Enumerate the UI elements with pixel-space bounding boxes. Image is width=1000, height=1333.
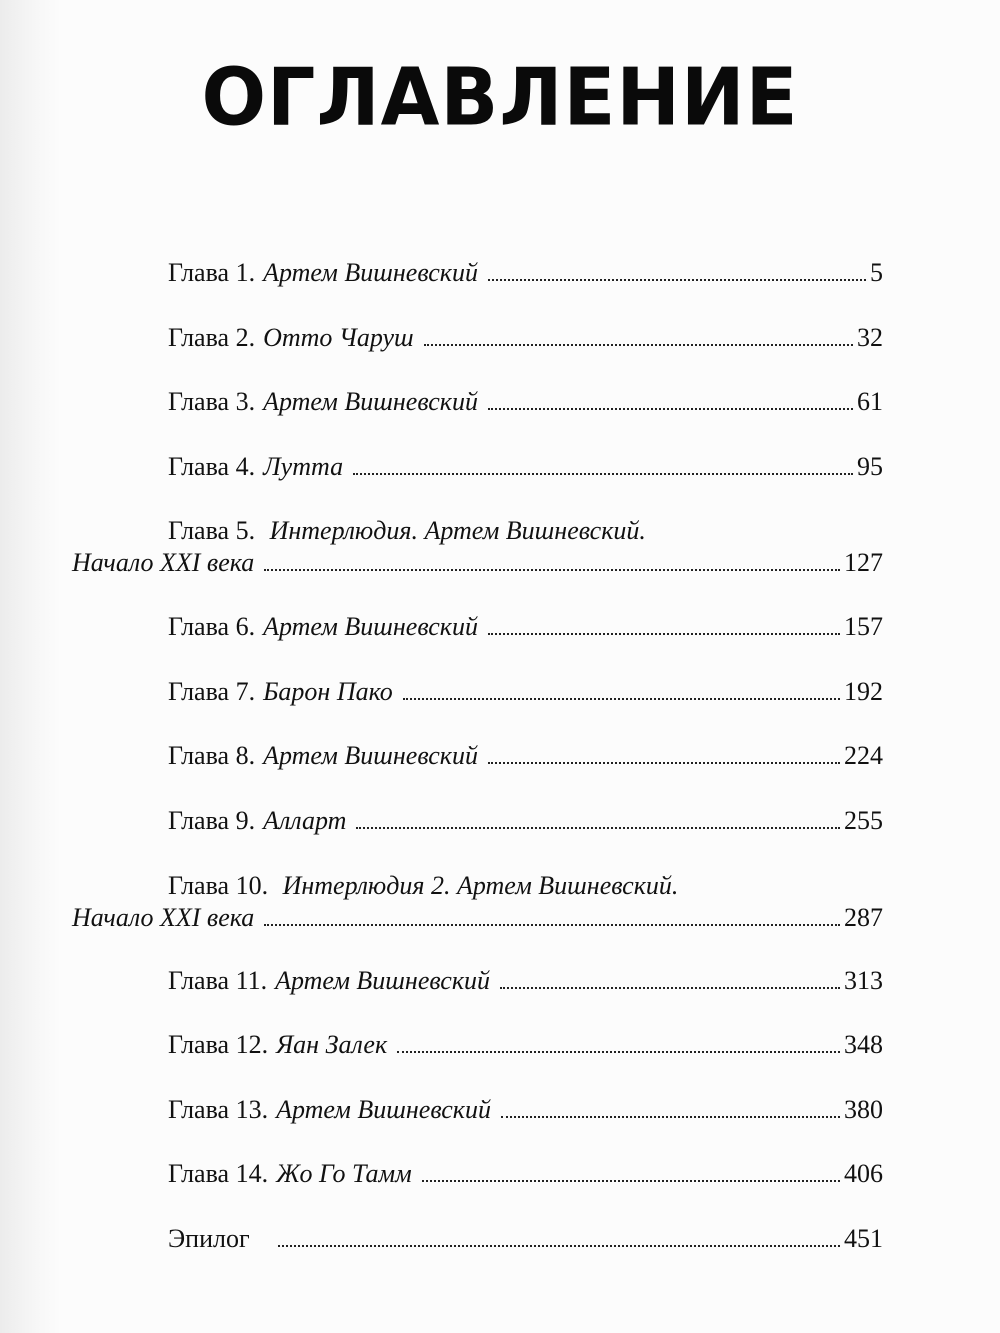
toc-entry (168, 1095, 883, 1129)
toc-entry (168, 966, 883, 1000)
dot-leader (403, 698, 840, 700)
page-number: 5 (870, 258, 883, 287)
toc-entry-first-line (168, 516, 883, 546)
epilogue-label: Эпилог (168, 1224, 250, 1253)
page-number: 224 (844, 741, 883, 770)
chapter-title: Яан Залек (276, 1030, 388, 1059)
chapter-label: Глава 6. (168, 612, 256, 641)
toc-entry (168, 1159, 883, 1193)
chapter-label: Глава 13. (168, 1095, 269, 1124)
dot-leader (501, 1116, 840, 1118)
page-number: 451 (844, 1224, 883, 1253)
toc-entry (168, 1030, 883, 1064)
chapter-label: Глава 11. (168, 966, 268, 995)
dot-leader (278, 1245, 840, 1247)
page-number: 380 (844, 1095, 883, 1124)
page-number: 157 (844, 612, 883, 641)
chapter-label: Глава 1. (168, 258, 256, 287)
dot-leader (422, 1180, 840, 1182)
chapter-label: Глава 7. (168, 677, 256, 706)
chapter-title-continued: Начало XXI века (72, 548, 255, 577)
chapter-title: Артем Вишневский (263, 741, 478, 770)
dot-leader (488, 633, 840, 635)
chapter-title: Отто Чаруш (263, 323, 414, 352)
chapter-label: Глава 3. (168, 387, 256, 416)
chapter-title-continued: Начало XXI века (72, 903, 255, 932)
dot-leader (397, 1051, 840, 1053)
chapter-label: Глава 9. (168, 806, 256, 835)
page-number: 348 (844, 1030, 883, 1059)
dot-leader (356, 827, 840, 829)
chapter-title: Барон Пако (263, 677, 393, 706)
toc-entry-first-line (168, 871, 883, 901)
page-number: 287 (844, 903, 883, 932)
chapter-title: Лутта (263, 452, 344, 481)
chapter-title: Артем Вишневский (263, 258, 478, 287)
chapter-title: Алларт (263, 806, 347, 835)
chapter-label: Глава 10. (168, 871, 269, 900)
chapter-label: Глава 8. (168, 741, 256, 770)
dot-leader (264, 924, 840, 926)
chapter-label: Глава 2. (168, 323, 256, 352)
chapter-title: Артем Вишневский (275, 966, 491, 995)
dot-leader (488, 408, 853, 410)
page-number: 61 (857, 387, 883, 416)
page-number: 313 (844, 966, 883, 995)
chapter-label: Глава 12. (168, 1030, 269, 1059)
chapter-title: Артем Вишневский (263, 387, 478, 416)
toc-entry (168, 1224, 883, 1258)
page-number: 95 (857, 452, 883, 481)
toc-entry (168, 741, 883, 775)
page-number: 255 (844, 806, 883, 835)
chapter-title: Жо Го Тамм (276, 1159, 412, 1188)
page-number: 32 (857, 323, 883, 352)
page-title: ОГЛАВЛЕНИЕ (201, 49, 799, 144)
toc-entry (168, 452, 883, 486)
toc-entry (168, 387, 883, 421)
dot-leader (488, 762, 840, 764)
toc-entry (168, 677, 883, 711)
chapter-label: Глава 4. (168, 452, 256, 481)
chapter-label: Глава 5. (168, 516, 256, 545)
dot-leader (500, 987, 840, 989)
chapter-label: Глава 14. (168, 1159, 269, 1188)
page-number: 192 (844, 677, 883, 706)
toc-entry (168, 612, 883, 646)
toc-entry (168, 806, 883, 840)
dot-leader (488, 279, 866, 281)
dot-leader (424, 344, 853, 346)
toc-entry (168, 323, 883, 357)
toc-entry (168, 258, 883, 292)
page-number: 127 (844, 548, 883, 577)
page-number: 406 (844, 1159, 883, 1188)
chapter-title: Интерлюдия 2. Артем Вишневский. (282, 871, 679, 900)
toc-entry-second-line (72, 548, 883, 582)
chapter-title: Артем Вишневский (276, 1095, 491, 1124)
dot-leader (353, 473, 853, 475)
toc-entry-second-line (72, 903, 883, 937)
chapter-title: Артем Вишневский (263, 612, 478, 641)
dot-leader (264, 569, 840, 571)
chapter-title: Интерлюдия. Артем Вишневский. (269, 516, 646, 545)
